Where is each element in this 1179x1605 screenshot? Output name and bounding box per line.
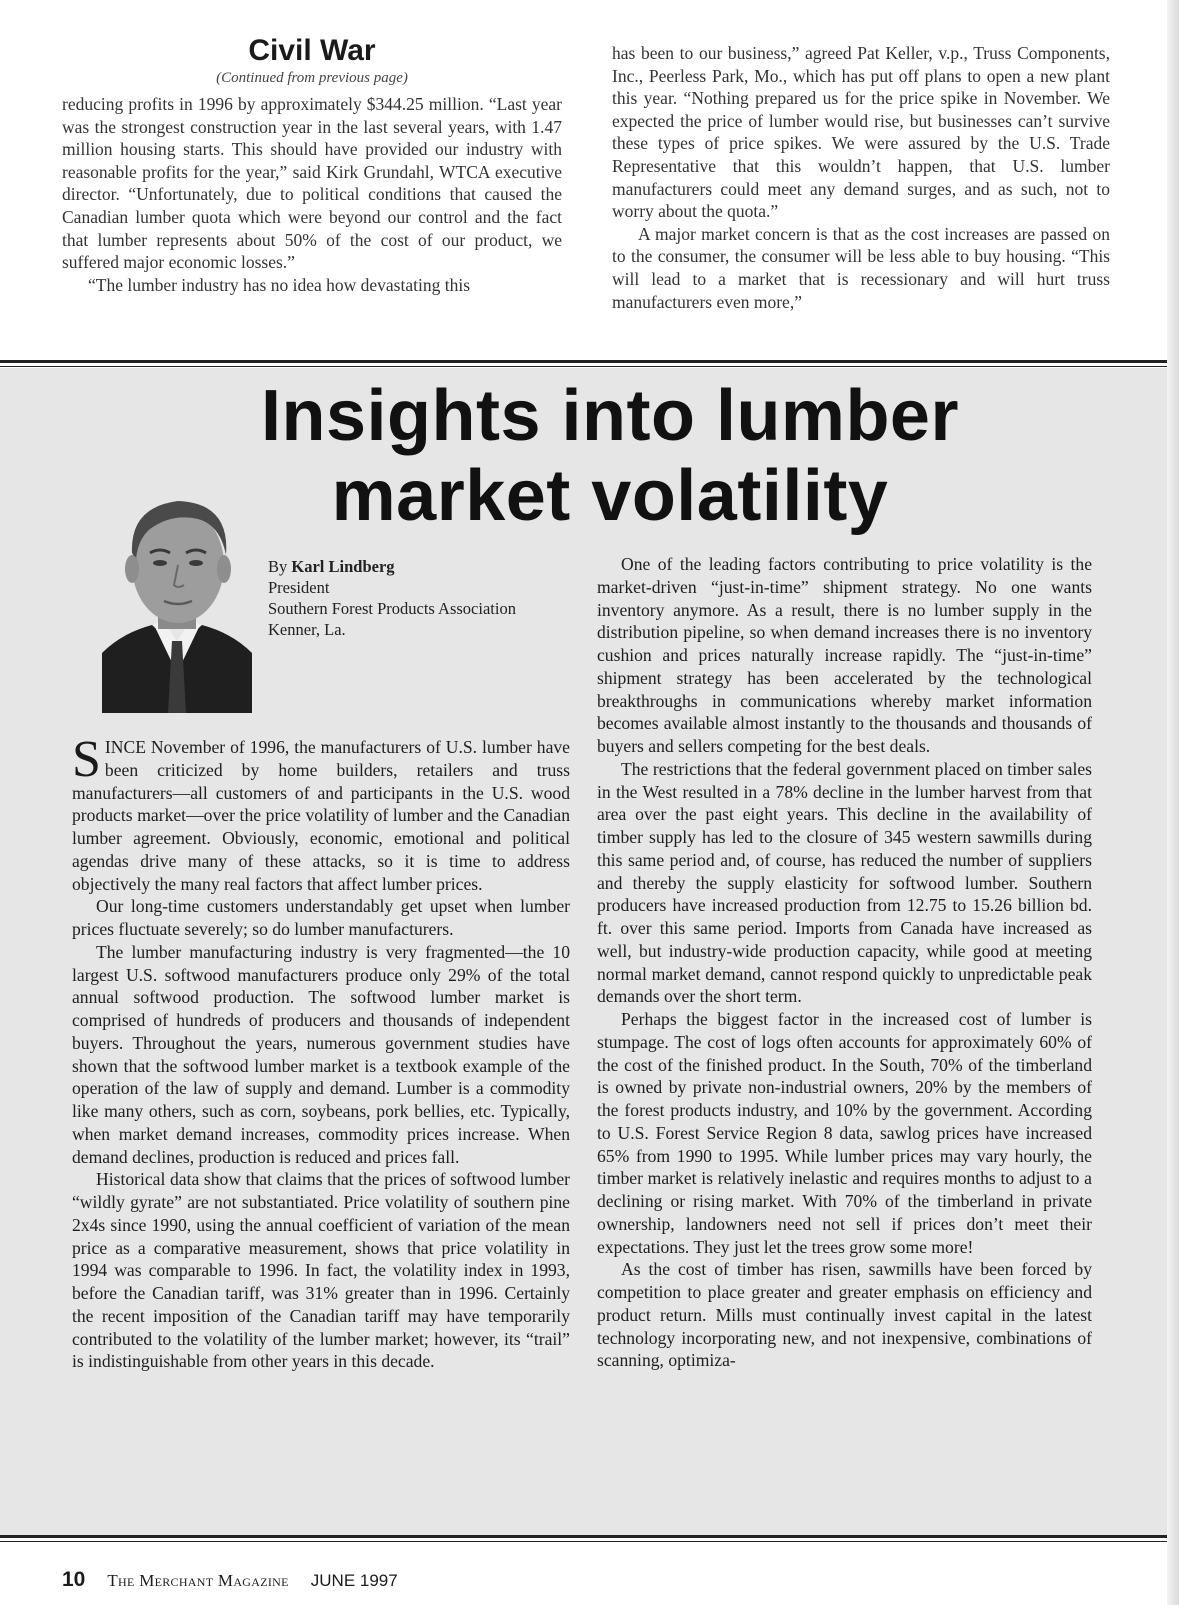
divider-rule	[0, 1535, 1167, 1538]
author-photo	[102, 473, 252, 713]
author-location: Kenner, La.	[268, 620, 346, 639]
article-headline	[160, 376, 1060, 536]
divider-rule	[0, 1541, 1167, 1542]
article-right-column	[597, 553, 1092, 1372]
issue-date: JUNE 1997	[310, 1571, 398, 1590]
page-edge	[1167, 0, 1179, 1605]
continuation-paragraph: “The lumber industry has no idea how devastating this	[88, 274, 471, 295]
continued-note: (Continued from previous page)	[216, 70, 408, 86]
article-left-column	[72, 731, 570, 1373]
first-paragraph-text: INCE November of 1996, the manufacturers of U.S. lumber have been criticized by home builders, retailers and truss manufacturers—all customers of and participants in the U.S. wood products market—over the price volatility of lumber and the Canadian lumber agreement. Obviously, economic, emotional and political agendas drive many of these attacks, so it is time to address objectively the many real factors that affect lumber prices.	[72, 737, 570, 894]
author-title: President	[268, 578, 330, 597]
page-footer	[62, 1568, 398, 1596]
article-paragraph: Our long-time customers understandably get upset when lumber prices fluctuate severely; so do lumber manufacturers.	[72, 896, 570, 939]
continuation-paragraph: has been to our business,” agreed Pat Keller, v.p., Truss Components, Inc., Peerless Park, Mo., which has put off plans to open a new plant this year. “Nothing prepared us for the price spike in November. We expected the price of lumber would rise, but businesses can’t survive these types of price spikes. We were assured by the U.S. Trade Representative that this wouldn’t happen, that U.S. lumber manufacturers could meet any demand surges, and as such, not to worry about the quota.”	[612, 43, 1110, 222]
continuation-left-column	[62, 36, 562, 296]
byline-by: By	[268, 557, 288, 576]
author-name: Karl Lindberg	[291, 557, 395, 576]
headline-line: Insights into lumber	[260, 376, 959, 456]
divider-rule	[0, 360, 1167, 363]
drop-cap: S	[72, 731, 101, 788]
continuation-paragraph: A major market concern is that as the cost increases are passed on to the consumer, the consumer will be less able to buy housing. “This will lead to a market that is recessionary and will hurt truss manufacturers even more,”	[612, 223, 1110, 312]
byline	[268, 556, 568, 640]
page-number: 10	[62, 1568, 86, 1591]
article-paragraph: Historical data show that claims that the prices of softwood lumber “wildly gyrate” are not substantiated. Price volatility of southern pine 2x4s since 1990, using the annual coefficient of variation of the mean price as a comparative measurement, shows that price volatility in 1994 was comparable to 1996. In fact, the volatility index in 1993, before the Canadian tariff, was 31% greater than in 1996. Certainly the recent imposition of the Canadian tariff may have temporarily contributed to the volatility of the lumber market; however, its “trail” is indistinguishable from other years in this decade.	[72, 1169, 570, 1372]
article-paragraph: Perhaps the biggest factor in the increased cost of lumber is stumpage. The cost of logs often accounts for approximately 60% of the cost of the finished product. In the South, 70% of the timberland is owned by private non-industrial owners, 20% by the members of the forest products industry, and 10% by the government. According to U.S. Forest Service Region 8 data, sawlog prices have increased 65% from 1990 to 1995. While lumber prices may vary hourly, the timber market is relatively inelastic and requires months to adjust to a declining or rising market. With 70% of the timberland in private ownership, landowners need not sell if prices don’t meet their expectations. They just let the trees grow some more!	[597, 1009, 1092, 1257]
continuation-right-column	[612, 42, 1110, 313]
article-paragraph: The restrictions that the federal government placed on timber sales in the West resulted in a 78% decline in the lumber harvest from that area over the past eight years. This decline in the availability of timber supply has led to the closure of 345 western sawmills during this same period and, of course, has reduced the number of suppliers and thereby the supply elasticity for softwood lumber. Southern producers have increased production from 12.75 to 15.26 billion bd. ft. over this same period. Imports from Canada have increased as well, but industry-wide production capacity, while good at meeting normal market demand, cannot respond quickly to unpredictable peak demands over the short term.	[597, 758, 1092, 1007]
article-paragraph	[72, 731, 570, 895]
headline-line: market volatility	[331, 456, 889, 536]
magazine-name: The Merchant Magazine	[107, 1571, 289, 1590]
continuation-paragraph: reducing profits in 1996 by approximately $344.25 million. “Last year was the strongest construction year in the last several years, with 1.47 million housing starts. This should have provided our industry with reasonable profits for the year,” said Kirk Grundahl, WTCA executive director. “Unfortunately, due to political conditions that caused the Canadian lumber quota which were beyond our control and the fact that lumber represents about 50% of the cost of our product, we suffered major economic losses.”	[62, 94, 562, 273]
continuation-title: Civil War	[248, 34, 376, 67]
article-paragraph: As the cost of timber has risen, sawmills have been forced by competition to place greater and greater emphasis on efficiency and product return. Mills must continually invest capital in the latest technology incorporating new, and not inexpensive, combinations of scanning, optimiza-	[597, 1259, 1092, 1371]
article-paragraph: The lumber manufacturing industry is very fragmented—the 10 largest U.S. softwood manufacturers produce only 29% of the total annual softwood production. The softwood lumber market is comprised of hundreds of producers and thousands of independent buyers. Throughout the years, numerous government studies have shown that the softwood lumber market is a textbook example of the operation of the law of supply and demand. Lumber is a commodity like many others, such as corn, soybeans, pork bellies, etc. Typically, when market demand increases, commodity prices increase. When demand declines, production is reduced and prices fall.	[72, 941, 570, 1167]
article-paragraph: One of the leading factors contributing to price volatility is the market-driven “just-in-time” shipment strategy. No one wants inventory anymore. As a result, there is no lumber supply in the distribution pipeline, so when demand increases there is no inventory cushion and prices naturally increase rapidly. The “just-in-time” shipment strategy has been accelerated by the technological breakthroughs in communications whereby market information becomes available almost instantly to the thousands and thousands of buyers and sellers competing for the best deals.	[597, 554, 1092, 756]
divider-rule	[0, 366, 1167, 367]
author-organization: Southern Forest Products Association	[268, 599, 516, 618]
